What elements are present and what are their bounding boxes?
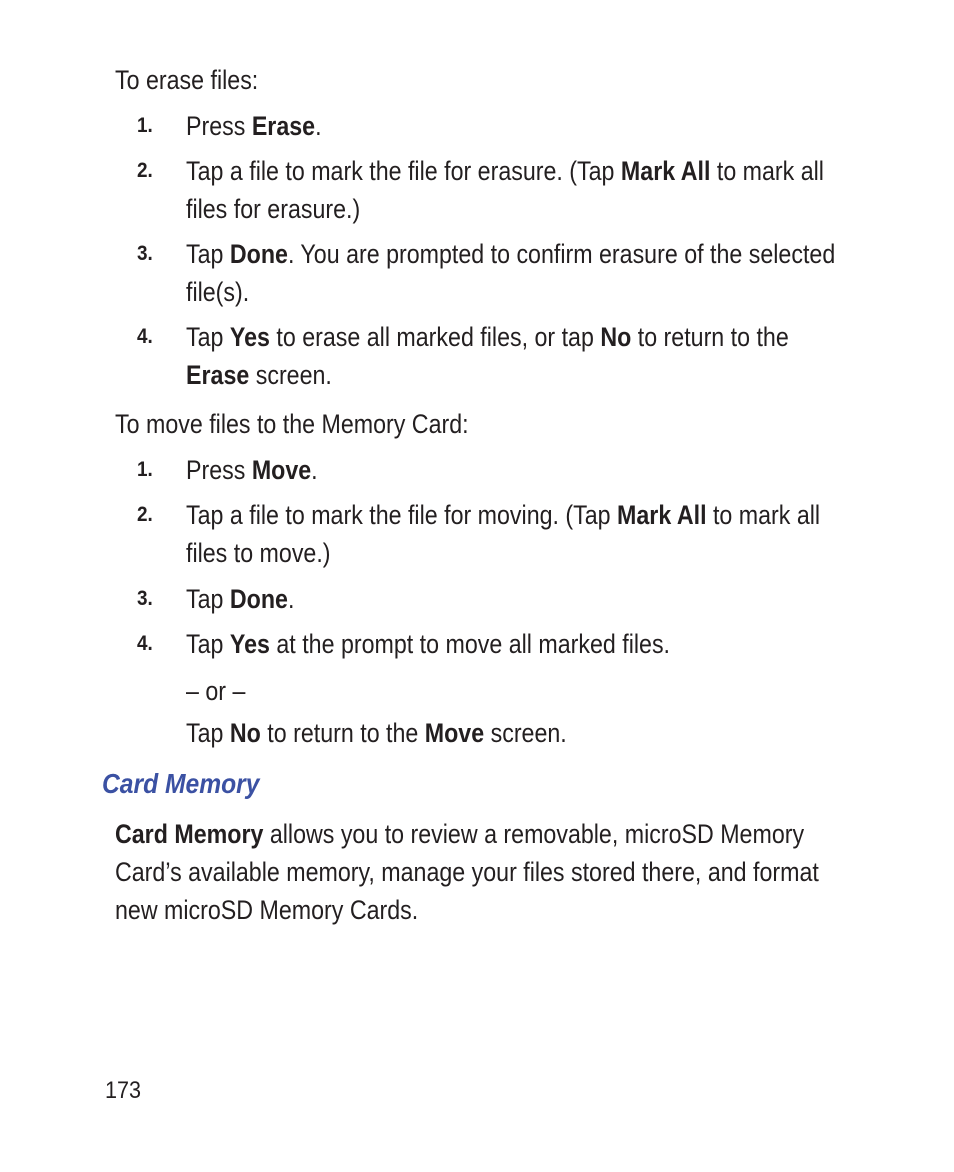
page-number: 173	[105, 1077, 142, 1104]
erase-step-1-number: 1.	[137, 114, 153, 137]
move-step-4-text: Tap Yes at the prompt to move all marked files.	[186, 629, 671, 659]
erase-step-2-line2: files for erasure.)	[186, 194, 361, 224]
move-alt-instruction: Tap No to return to the Move screen.	[186, 718, 567, 748]
move-step-1-number: 1.	[137, 458, 153, 481]
erase-step-4-text: Tap Yes to erase all marked files, or tap No to return to the	[186, 322, 789, 352]
move-step-2-text: Tap a file to mark the file for moving. (Tap Mark All to mark all	[186, 500, 821, 530]
erase-intro: To erase files:	[115, 65, 259, 95]
card-memory-para-line2: Card’s available memory, manage your files stored there, and format	[115, 857, 819, 887]
erase-step-2-number: 2.	[137, 159, 153, 182]
move-step-1-text: Press Move.	[186, 455, 318, 485]
move-intro: To move files to the Memory Card:	[115, 409, 469, 439]
card-memory-para-line3: new microSD Memory Cards.	[115, 895, 419, 925]
move-step-2-number: 2.	[137, 503, 153, 526]
section-heading-card-memory: Card Memory	[102, 768, 260, 799]
erase-step-2-text: Tap a file to mark the file for erasure. (Tap Mark All to mark all	[186, 156, 824, 186]
erase-step-4-number: 4.	[137, 325, 153, 348]
erase-step-3-text: Tap Done. You are prompted to confirm erasure of the selected	[186, 239, 836, 269]
move-step-3-number: 3.	[137, 587, 153, 610]
move-step-3-text: Tap Done.	[186, 584, 295, 614]
card-memory-para-line1: Card Memory allows you to review a removable, microSD Memory	[115, 819, 805, 849]
erase-step-3-number: 3.	[137, 242, 153, 265]
erase-step-1-text: Press Erase.	[186, 111, 322, 141]
or-separator: – or –	[186, 676, 246, 706]
erase-step-4-line2: Erase screen.	[186, 360, 332, 390]
move-step-2-line2: files to move.)	[186, 538, 331, 568]
move-step-4-number: 4.	[137, 632, 153, 655]
erase-step-3-line2: file(s).	[186, 277, 250, 307]
